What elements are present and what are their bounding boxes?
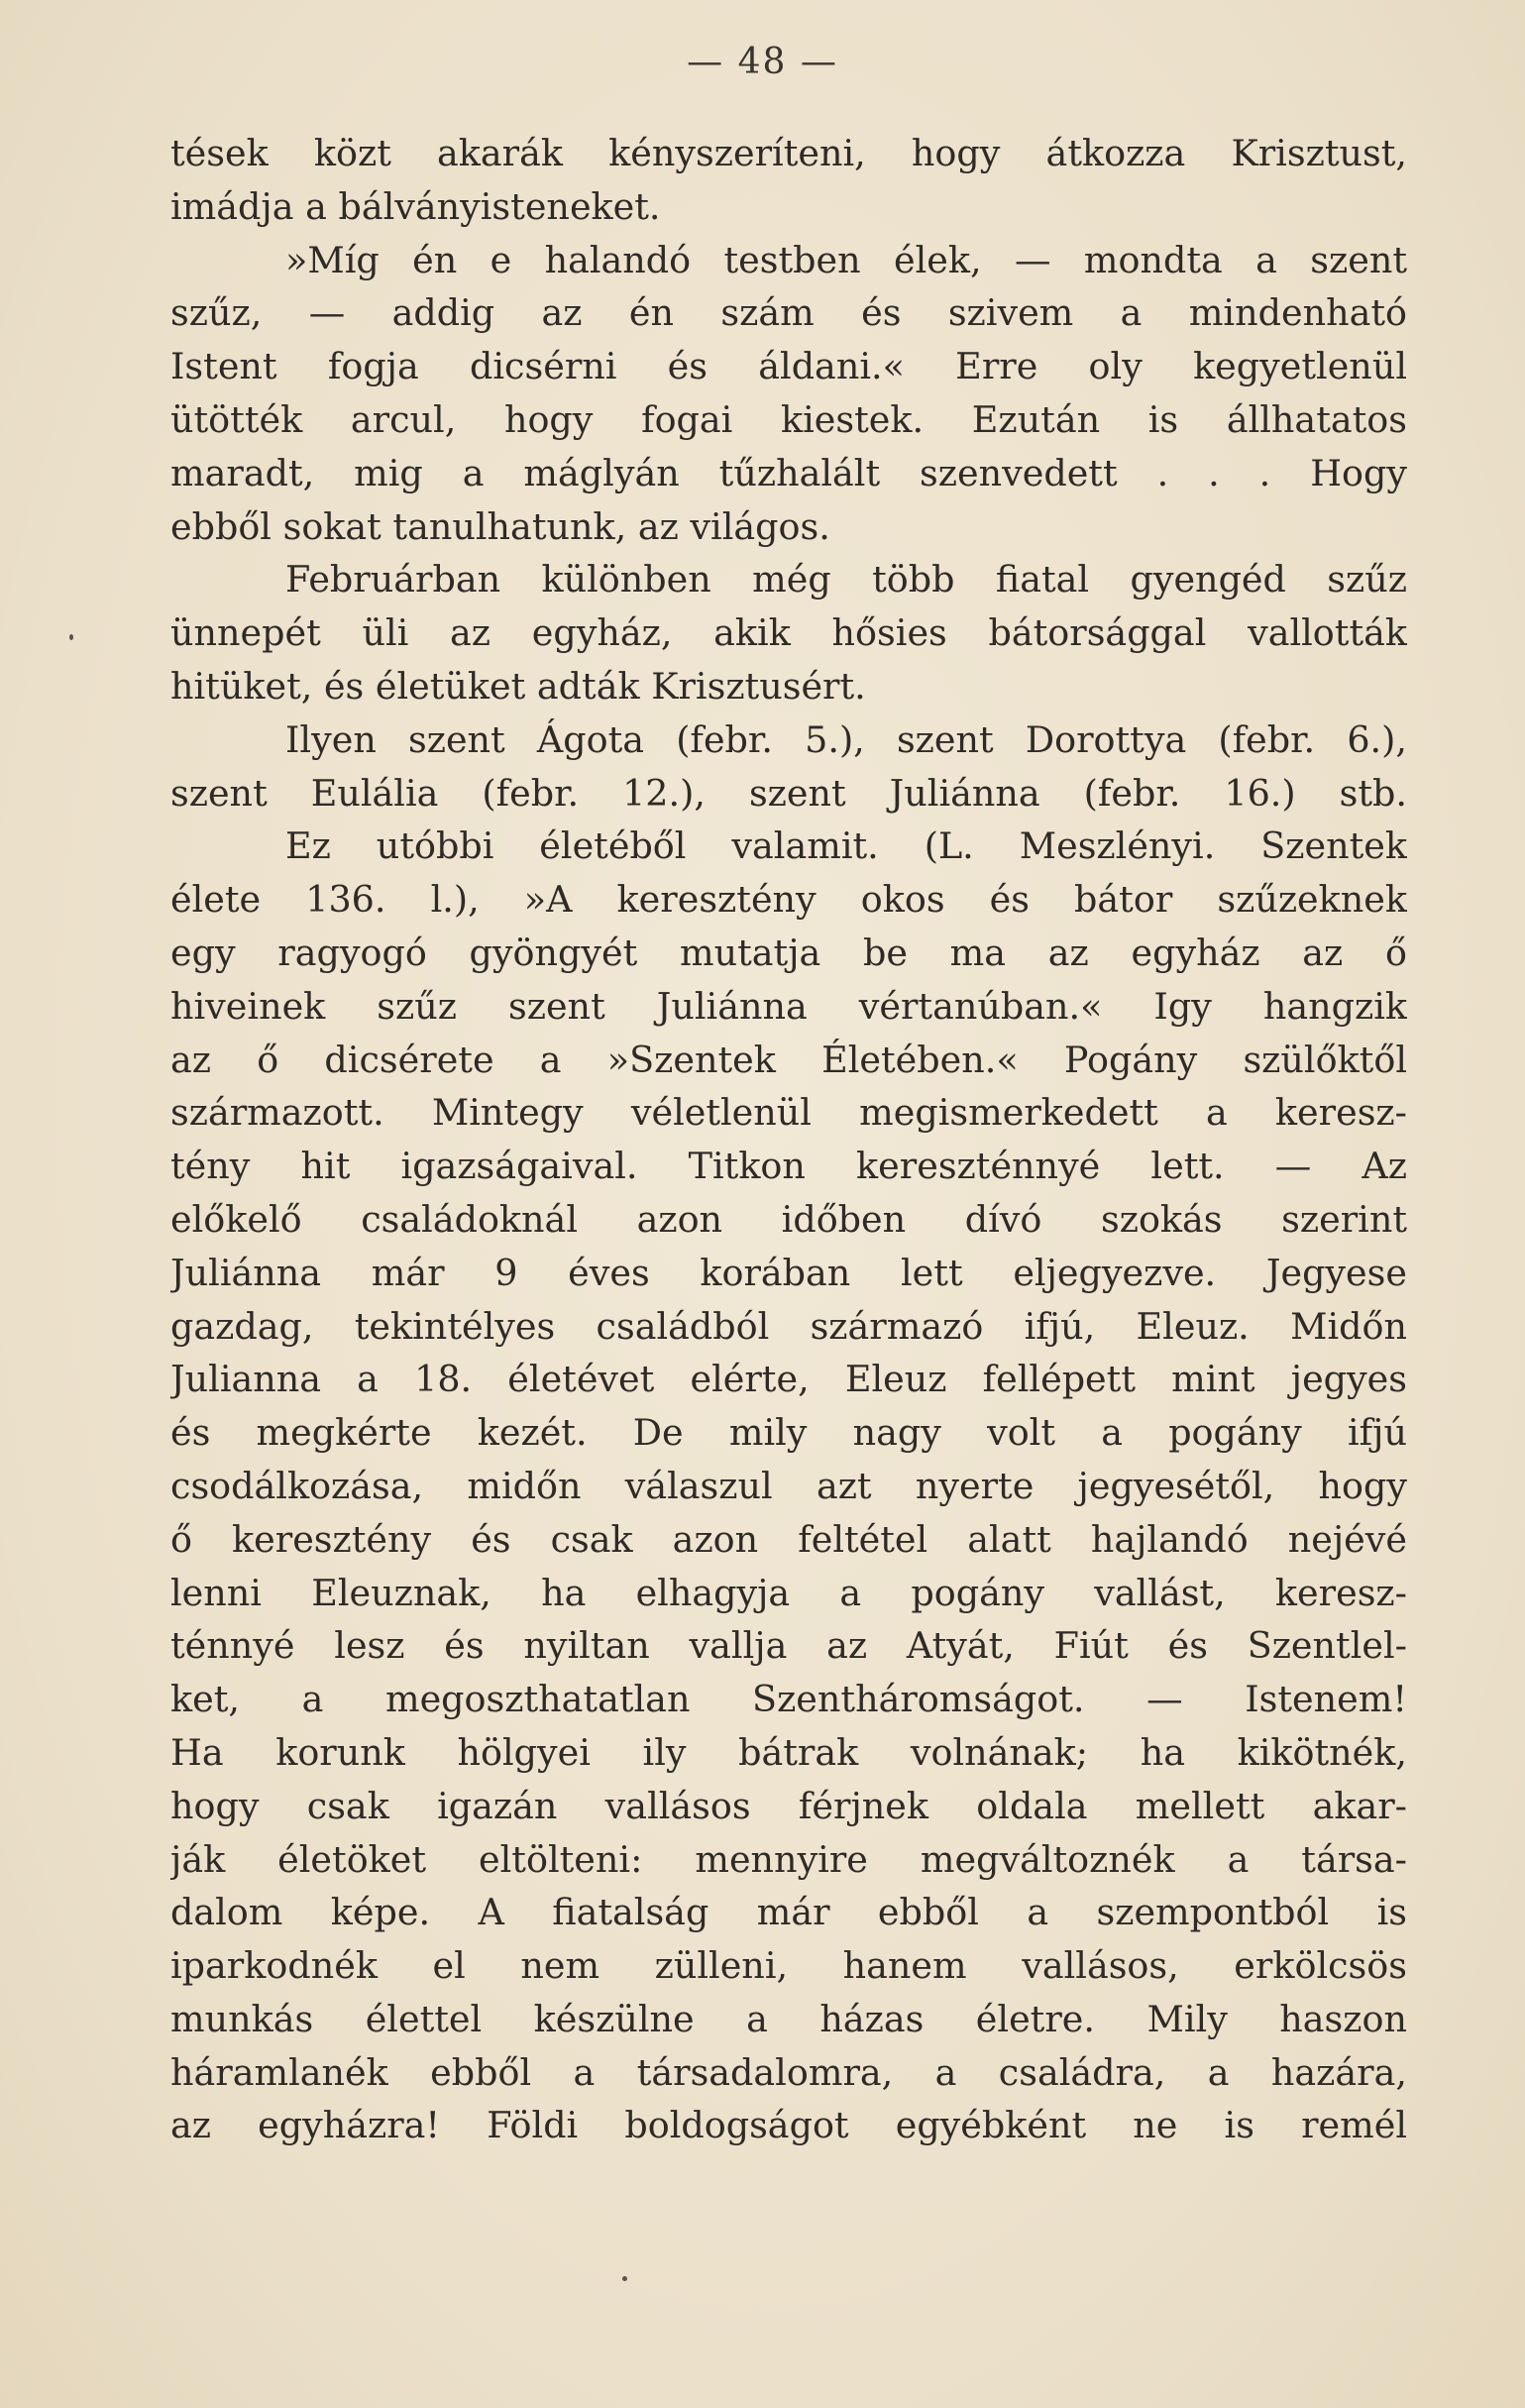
text-line: hogy csak igazán vallásos férjnek oldala mellett akar- (170, 1784, 1407, 1827)
text-line: szűz, — addig az én szám és szivem a mindenható (170, 291, 1407, 335)
text-line: élete 136. l.), »A keresztény okos és bátor szűzeknek (170, 878, 1407, 922)
text-line: Ha korunk hölgyei ily bátrak volnának; ha kikötnék, (170, 1730, 1407, 1774)
text-line: ket, a megoszthatatlan Szentháromságot. — Istenem! (170, 1678, 1407, 1721)
ink-speck (69, 634, 73, 640)
text-line: imádja a bálványisteneket. (170, 184, 661, 228)
text-line: »Míg én e halandó testben élek, — mondta a szent (285, 238, 1407, 281)
text-line: tések közt akarák kényszeríteni, hogy átkozza Krisztust, (170, 132, 1407, 174)
text-line: hitüket, és életüket adták Krisztusért. (170, 664, 866, 708)
text-line: ják életöket eltölteni: mennyire megváltoznék a társa- (170, 1837, 1407, 1881)
text-line: gazdag, tekintélyes családból származó ifjú, Eleuz. Midőn (170, 1304, 1407, 1348)
text-line: maradt, mig a máglyán tűzhalált szenvedett . . . Hogy (170, 451, 1407, 494)
text-line: Ez utóbbi életéből valamit. (L. Meszlényi. Szentek (285, 824, 1407, 868)
text-line: egy ragyogó gyöngyét mutatja be ma az egyház az ő (170, 930, 1407, 974)
body-text (170, 127, 1407, 2152)
text-line: Ilyen szent Ágota (febr. 5.), szent Dorottya (febr. 6.), (285, 717, 1407, 761)
text-line: előkelő családoknál azon időben dívó szokás szerint (170, 1197, 1407, 1241)
text-line: származott. Mintegy véletlenül megismerkedett a keresz- (170, 1091, 1407, 1135)
text-line: ebből sokat tanulhatunk, az világos. (170, 504, 830, 548)
page-number: — 48 — (687, 42, 838, 82)
text-line: Istent fogja dicsérni és áldani.« Erre oly kegyetlenül (170, 345, 1407, 388)
text-line: az egyházra! Földi boldogságot egyébként ne is remél (170, 2104, 1407, 2147)
text-line: ő keresztény és csak azon feltétel alatt hajlandó nejévé (170, 1517, 1407, 1561)
text-line: és megkérte kezét. De mily nagy volt a pogány ifjú (170, 1411, 1407, 1455)
text-line: szent Eulália (febr. 12.), szent Juliánna (febr. 16.) stb. (170, 771, 1407, 815)
text-line: lenni Eleuznak, ha elhagyja a pogány vallást, keresz- (170, 1571, 1407, 1614)
text-line: ütötték arcul, hogy fogai kiestek. Ezután is állhatatos (170, 397, 1407, 441)
text-line: munkás élettel készülne a házas életre. Mily haszon (170, 1997, 1407, 2040)
text-line: hiveinek szűz szent Juliánna vértanúban.« Igy hangzik (170, 984, 1407, 1028)
text-line: ünnepét üli az egyház, akik hősies bátorsággal vallották (170, 611, 1407, 655)
text-line: Julianna a 18. életévet elérte, Eleuz fellépett mint jegyes (170, 1358, 1407, 1401)
text-line: dalom képe. A fiatalság már ebből a szempontból is (170, 1891, 1407, 1934)
text-line: háramlanék ebből a társadalomra, a családra, a hazára, (170, 2050, 1407, 2094)
text-line: ténnyé lesz és nyiltan vallja az Atyát, Fiút és Szentlel- (170, 1624, 1407, 1668)
ink-speck (622, 2276, 627, 2281)
text-line: Juliánna már 9 éves korában lett eljegyezve. Jegyese (170, 1251, 1407, 1294)
text-line: csodálkozása, midőn válaszul azt nyerte jegyesétől, hogy (170, 1464, 1407, 1507)
text-line: tény hit igazságaival. Titkon kereszténnyé lett. — Az (170, 1145, 1407, 1188)
text-line: iparkodnék el nem zülleni, hanem vallásos, erkölcsös (170, 1944, 1407, 1988)
text-line: Februárban különben még több fiatal gyengéd szűz (285, 558, 1407, 602)
text-line: az ő dicsérete a »Szentek Életében.« Pogány szülőktől (170, 1038, 1407, 1081)
